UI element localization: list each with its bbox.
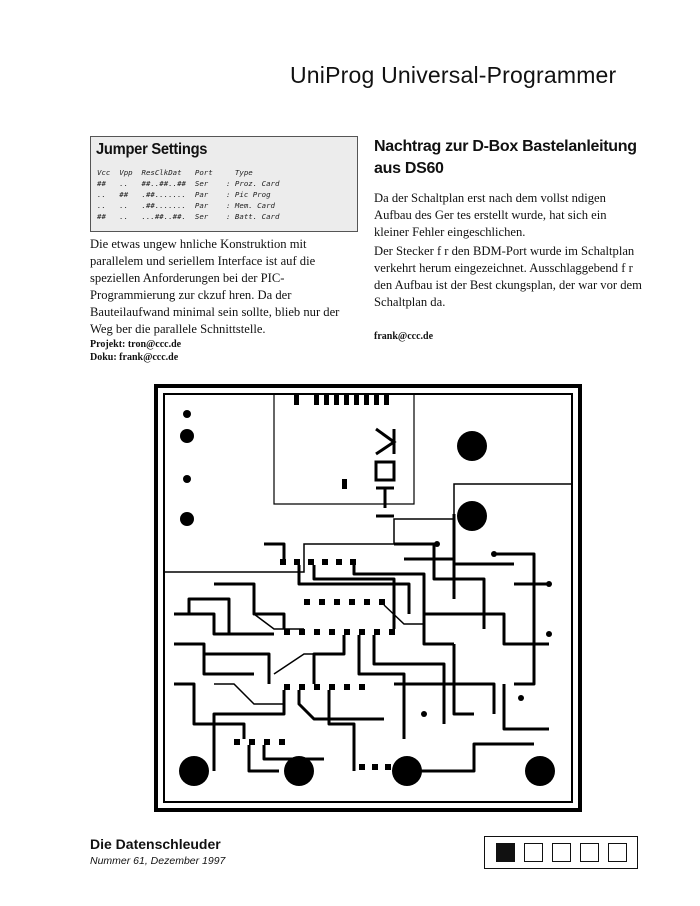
page-indicator bbox=[484, 836, 638, 869]
page-marker bbox=[608, 843, 627, 862]
addendum-heading: Nachtrag zur D-Box Bastelanleitung aus DS60 bbox=[374, 138, 637, 177]
credit-doku: Doku: frank@ccc.de bbox=[90, 352, 179, 363]
page-marker bbox=[524, 843, 543, 862]
addendum-paragraph-2: Der Stecker f r den BDM-Port wurde im Schaltplan verkehrt herum eingezeichnet. Ausschlaggebend f r den Aufbau ist der Best ckungsplan, der war vor dem Schaltplan da. bbox=[374, 244, 642, 309]
credit-project: Projekt: tron@ccc.de bbox=[90, 339, 182, 350]
page-marker bbox=[580, 843, 599, 862]
construction-paragraph: Die etwas ungew hnliche Konstruktion mit parallelem und seriellem Interface ist auf die speziellen Anforderungen bei der PIC-Programmierung zur ckzuf hren. Da der Bauteilaufwand minimal sein sollte, blieb nur der Weg ber die parallele Schnittstelle. bbox=[90, 237, 340, 336]
jumper-table-row: ## .. ##..##..## Ser : Proz. Card bbox=[97, 179, 280, 188]
issue-info: Nummer 61, Dezember 1997 bbox=[90, 855, 226, 867]
jumper-table-row: ## .. ...##..##. Ser : Batt. Card bbox=[97, 212, 280, 221]
page-marker bbox=[552, 843, 571, 862]
addendum-email: frank@ccc.de bbox=[374, 331, 434, 342]
jumper-settings-title: Jumper Settings bbox=[96, 141, 208, 158]
page-title: UniProg Universal-Programmer bbox=[290, 62, 617, 88]
publication-name: Die Datenschleuder bbox=[90, 836, 221, 852]
jumper-table-header: Vcc Vpp ResClkDat Port Type bbox=[97, 168, 253, 177]
jumper-table-row: .. .. .##....... Par : Mem. Card bbox=[97, 201, 275, 210]
credits bbox=[90, 338, 358, 364]
page-marker bbox=[496, 843, 515, 862]
jumper-table-row: .. ## .##....... Par : Pic Prog bbox=[97, 190, 271, 199]
pcb-layout-image bbox=[154, 384, 582, 812]
addendum-paragraph-1: Da der Schaltplan erst nach dem vollst ndigen Aufbau des Ger tes erstellt wurde, hat sich ein kleiner Fehler eingeschlichen. bbox=[374, 191, 607, 239]
